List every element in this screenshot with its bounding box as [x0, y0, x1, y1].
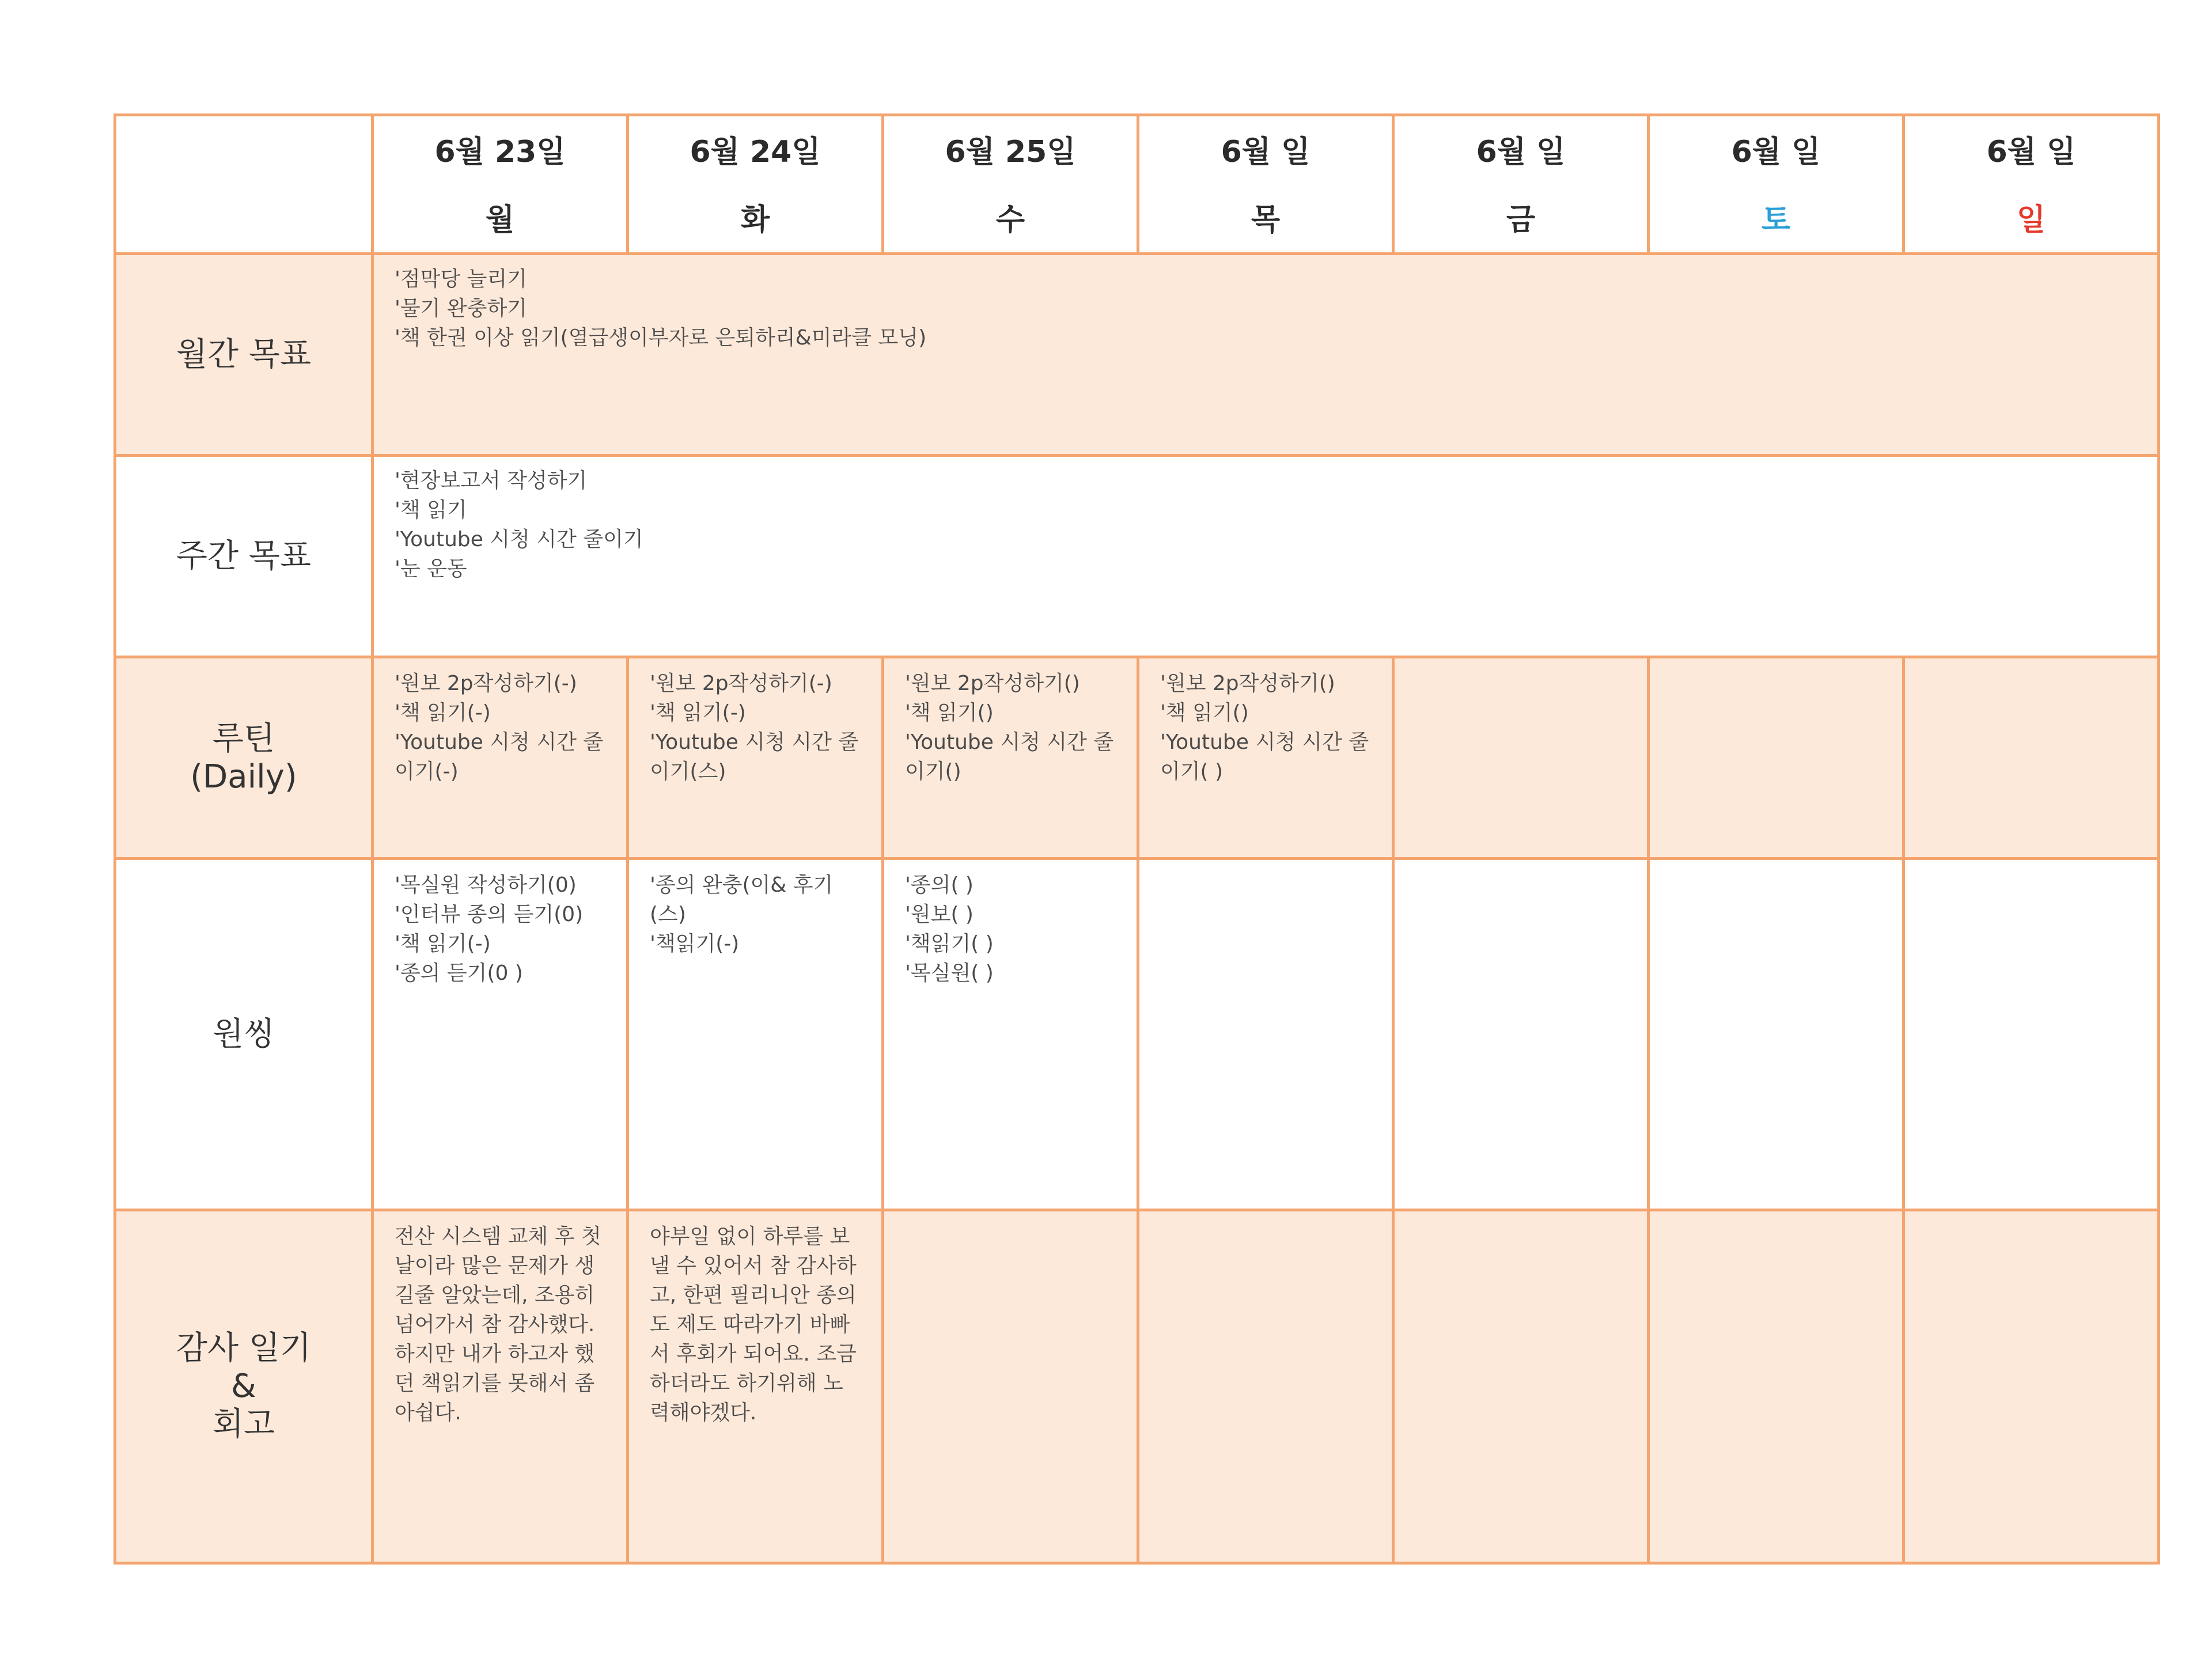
- cell-text: '원보 2p작성하기(-) '책 읽기(-) 'Youtube 시청 시간 줄이기(스): [650, 672, 859, 783]
- cell-text: '목실원 작성하기(0) '인터뷰 종의 듣기(0) '책 읽기(-) '종의 듣기(0 ): [395, 873, 584, 985]
- day-of-week: 목: [1251, 203, 1281, 237]
- planner-table: [113, 113, 2160, 1565]
- one-thing-cell-tue[interactable]: [628, 859, 883, 1210]
- cell-text: [1395, 1211, 1647, 1232]
- day-date: 6월 일: [1221, 135, 1310, 169]
- row-label-text: 루틴: [212, 719, 275, 757]
- row-label-ampersand: &: [231, 1368, 256, 1405]
- routine-cell-sun[interactable]: [1904, 657, 2159, 859]
- header-row: [115, 115, 2159, 254]
- weekly-goal-line: '현장보고서 작성하기: [395, 469, 588, 493]
- cell-text: [1905, 1211, 2157, 1232]
- day-date: 6월 일: [1476, 135, 1566, 169]
- cell-text: [1905, 860, 2157, 881]
- day-header-thu: [1138, 115, 1393, 254]
- weekly-planner: [113, 113, 2160, 1565]
- weekly-goal-cell[interactable]: [373, 456, 2159, 657]
- routine-cell-fri[interactable]: [1393, 657, 1649, 859]
- review-cell-sat[interactable]: [1649, 1210, 1904, 1563]
- review-cell-thu[interactable]: [1138, 1210, 1393, 1563]
- review-cell-fri[interactable]: [1393, 1210, 1649, 1563]
- cell-text: '원보 2p작성하기(-) '책 읽기(-) 'Youtube 시청 시간 줄이기(-): [395, 672, 604, 783]
- routine-cell-thu[interactable]: [1138, 657, 1393, 859]
- routine-label: [115, 657, 373, 859]
- gratitude-review-label: [115, 1210, 373, 1563]
- cell-text: '원보 2p작성하기() '책 읽기() 'Youtube 시청 시간 줄이기(): [905, 672, 1114, 783]
- day-of-week: 화: [740, 203, 770, 237]
- day-of-week: 수: [995, 203, 1025, 237]
- day-date: 6월 23일: [434, 135, 566, 169]
- day-of-week: 금: [1506, 203, 1536, 237]
- day-of-week: 월: [485, 203, 515, 237]
- day-date: 6월 25일: [945, 135, 1076, 169]
- cell-text: [1139, 860, 1392, 881]
- cell-text: 야부일 없이 하루를 보낼 수 있어서 참 감사하고, 한편 필리니안 종의도 제도 따라가기 바빠서 후회가 되어요. 조금하더라도 하기위해 노력해야겠다.: [650, 1225, 857, 1425]
- one-thing-cell-sun[interactable]: [1904, 859, 2159, 1210]
- one-thing-label: [115, 859, 373, 1210]
- review-cell-mon[interactable]: [373, 1210, 628, 1563]
- routine-cell-tue[interactable]: [628, 657, 883, 859]
- routine-cell-wed[interactable]: [883, 657, 1138, 859]
- one-thing-cell-fri[interactable]: [1393, 859, 1649, 1210]
- day-of-week-saturday: 토: [1761, 203, 1791, 237]
- gratitude-review-row: [115, 1210, 2159, 1563]
- day-date: 6월 일: [1986, 135, 2076, 169]
- monthly-goal-row: [115, 254, 2159, 456]
- monthly-goal-label: [115, 254, 373, 456]
- cell-text: [1650, 1211, 1902, 1232]
- cell-text: [1395, 860, 1647, 881]
- row-label-text: 월간 목표: [176, 335, 312, 373]
- cell-text: [1905, 658, 2157, 679]
- review-cell-wed[interactable]: [883, 1210, 1138, 1563]
- cell-text: [884, 1211, 1137, 1232]
- weekly-goal-line: 'Youtube 시청 시간 줄이기: [395, 528, 643, 551]
- day-header-mon: [373, 115, 628, 254]
- one-thing-cell-wed[interactable]: [883, 859, 1138, 1210]
- routine-cell-sat[interactable]: [1649, 657, 1904, 859]
- routine-row: [115, 657, 2159, 859]
- row-label-subtext: 회고: [212, 1406, 275, 1443]
- weekly-goal-line: '책 읽기: [395, 498, 467, 522]
- day-date: 6월 일: [1731, 135, 1821, 169]
- cell-text: [1139, 1211, 1392, 1232]
- day-of-week-sunday: 일: [2016, 203, 2046, 237]
- one-thing-row: [115, 859, 2159, 1210]
- review-cell-tue[interactable]: [628, 1210, 883, 1563]
- monthly-goal-cell[interactable]: [373, 254, 2159, 456]
- row-label-text: 감사 일기: [176, 1330, 312, 1367]
- cell-text: [1395, 658, 1647, 679]
- cell-text: '종의( ) '원보( ) '책읽기( ) '목실원( ): [905, 873, 994, 985]
- day-header-sun: [1904, 115, 2159, 254]
- day-header-wed: [883, 115, 1138, 254]
- row-label-text: 원씽: [212, 1015, 275, 1053]
- weekly-goal-line: '눈 운동: [395, 557, 467, 581]
- cell-text: '종의 완충(이& 후기(스) '책읽기(-): [650, 873, 834, 956]
- monthly-goal-line: '물기 완충하기: [395, 297, 527, 320]
- monthly-goal-line: '책 한권 이상 읽기(열급생이부자로 은퇴하리&미라클 모닝): [395, 326, 927, 350]
- cell-text: '원보 2p작성하기() '책 읽기() 'Youtube 시청 시간 줄이기( ): [1160, 672, 1369, 783]
- weekly-goal-row: [115, 456, 2159, 657]
- one-thing-cell-mon[interactable]: [373, 859, 628, 1210]
- row-label-text: 주간 목표: [176, 537, 312, 575]
- monthly-goal-line: '점막당 늘리기: [395, 267, 527, 291]
- row-label-subtext: (Daily): [190, 757, 297, 796]
- routine-cell-mon[interactable]: [373, 657, 628, 859]
- cell-text: 전산 시스템 교체 후 첫날이라 많은 문제가 생길줄 알았는데, 조용히 넘어가서 참 감사했다. 하지만 내가 하고자 했던 책읽기를 못해서 좀 아쉽다.: [395, 1225, 601, 1425]
- cell-text: [1650, 658, 1902, 679]
- corner-cell: [115, 115, 373, 254]
- day-header-tue: [628, 115, 883, 254]
- day-date: 6월 24일: [690, 135, 821, 169]
- one-thing-cell-sat[interactable]: [1649, 859, 1904, 1210]
- cell-text: [1650, 860, 1902, 881]
- review-cell-sun[interactable]: [1904, 1210, 2159, 1563]
- day-header-fri: [1393, 115, 1649, 254]
- day-header-sat: [1649, 115, 1904, 254]
- one-thing-cell-thu[interactable]: [1138, 859, 1393, 1210]
- weekly-goal-label: [115, 456, 373, 657]
